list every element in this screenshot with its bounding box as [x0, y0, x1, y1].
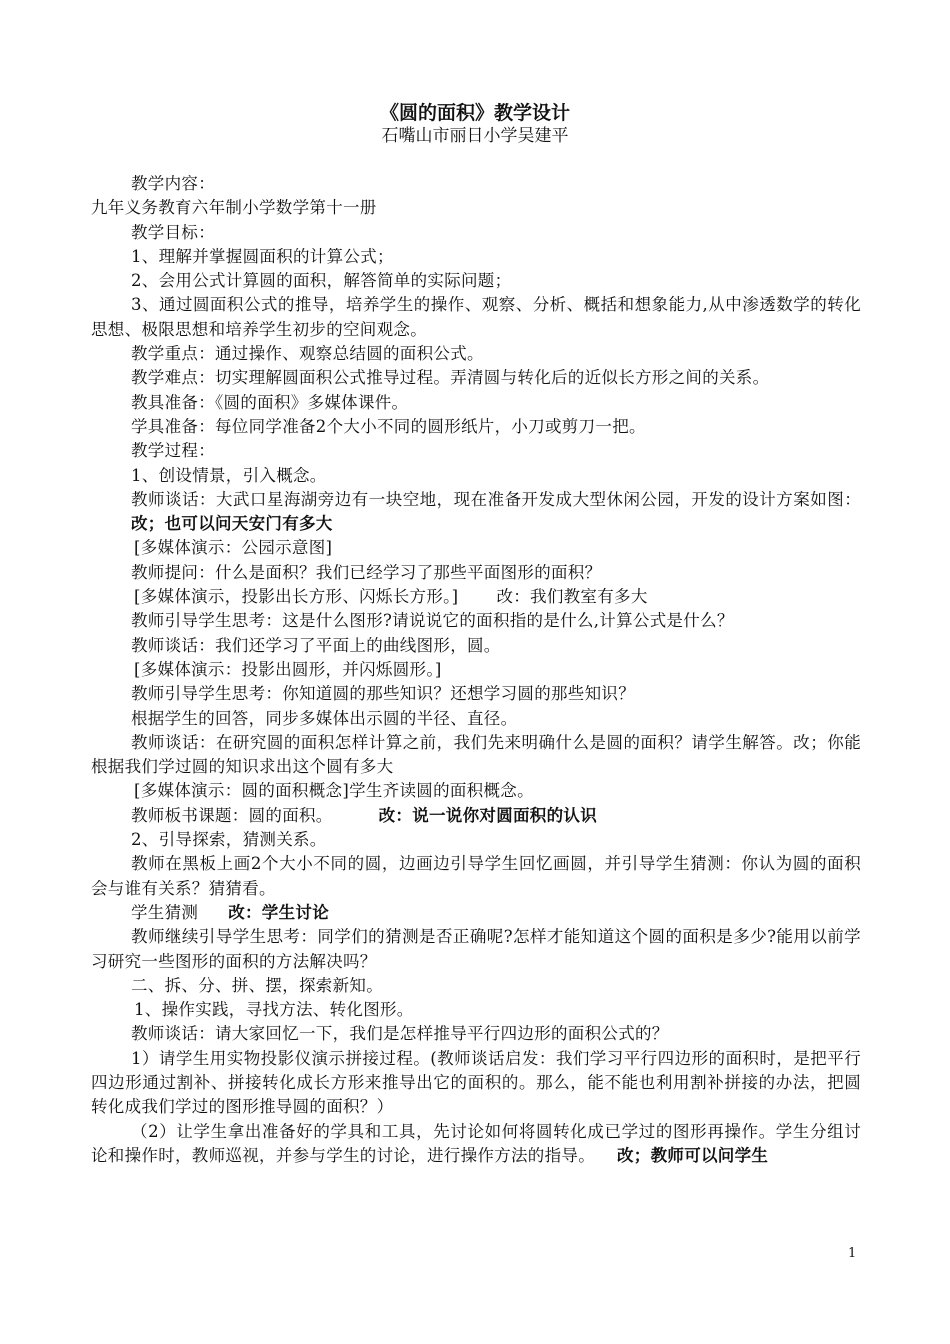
text-line: 教学难点：切实理解圆面积公式推导过程。弄清圆与转化后的近似长方形之间的关系。	[131, 368, 770, 388]
paragraph	[91, 561, 861, 585]
text-line: 教师继续引导学生思考：同学们的猜测是否正确呢?怎样才能知道这个圆的面积是多少?能用以前学习研究一些图形的面积的方法解决吗？	[91, 927, 861, 971]
revision-note: 改；教师可以问学生	[617, 1145, 769, 1165]
paragraph	[91, 245, 861, 269]
text-line: 九年义务教育六年制小学数学第十一册	[91, 198, 377, 218]
text-line: 教师引导学生思考：你知道圆的那些知识？还想学习圆的那些知识？	[131, 684, 635, 704]
paragraph	[91, 658, 861, 682]
text-line: 二、拆、分、拼、摆，探索新知。	[131, 975, 383, 995]
paragraph	[91, 439, 861, 463]
paragraph	[91, 585, 861, 609]
paragraph	[91, 269, 861, 293]
document-author: 石嘴山市丽日小学吴建平	[381, 126, 569, 146]
paragraph	[91, 998, 861, 1022]
text-line: 教学内容：	[131, 174, 215, 193]
text-line: 根据学生的回答，同步多媒体出示圆的半径、直径。	[131, 708, 518, 728]
revision-note: 改：说一说你对圆面积的认识	[378, 805, 598, 825]
text-line: 2、会用公式计算圆的面积，解答简单的实际问题；	[131, 271, 512, 291]
paragraph	[91, 536, 861, 560]
text-line: 1、创设情景，引入概念。	[131, 465, 327, 485]
text-line: 学生猜测	[131, 902, 199, 922]
text-line: 教师在黑板上画2个大小不同的圆，边画边引导学生回忆画圆，并引导学生猜测：你认为圆的面积会与谁有关系？猜猜看。	[91, 854, 861, 898]
document-body	[91, 172, 861, 1168]
revision-note: 改：学生讨论	[228, 902, 330, 922]
text-line: 教学目标：	[131, 222, 215, 242]
paragraph	[91, 682, 861, 706]
paragraph	[91, 1022, 861, 1046]
text-line: 教师板书课题：圆的面积。	[131, 805, 333, 825]
paragraph	[91, 731, 861, 780]
revision-note: 改：我们教室有多大	[496, 587, 648, 607]
page-number: 1	[848, 1246, 857, 1261]
text-line: 1、操作实践，寻找方法、转化图形。	[134, 1000, 414, 1020]
paragraph	[91, 221, 861, 245]
paragraph	[91, 415, 861, 439]
paragraph	[91, 464, 861, 488]
paragraph	[91, 634, 861, 658]
paragraph	[91, 852, 861, 901]
text-line: （2）让学生拿出准备好的学具和工具，先讨论如何将圆转化成已学过的图形再操作。学生分组讨论和操作时，教师巡视，并参与学生的讨论，进行操作方法的指导。	[91, 1121, 861, 1165]
text-line: 教师谈话：大武口星海湖旁边有一块空地，现在准备开发成大型休闲公园，开发的设计方案如图：	[131, 489, 861, 509]
paragraph	[91, 196, 861, 220]
paragraph	[91, 1120, 861, 1169]
paragraph	[91, 609, 861, 633]
text-line: 教师引导学生思考：这是什么图形?请说说它的面积指的是什么,计算公式是什么？	[131, 611, 734, 631]
paragraph	[91, 488, 861, 537]
paragraph	[91, 293, 861, 342]
text-line: 1）请学生用实物投影仪演示拼接过程。(教师谈话启发：我们学习平行四边形的面积时，是把平行四边形通过割补、拼接转化成长方形来推导出它的面积的。那么，能不能也利用割补拼接的办法，把圆转化成我们学过的图形推导圆的面积？）	[91, 1048, 861, 1117]
text-line: 教师谈话：我们还学习了平面上的曲线图形，圆。	[131, 635, 501, 655]
text-line: 教师提问：什么是面积？我们已经学习了那些平面图形的面积？	[131, 562, 602, 582]
text-line: [多媒体演示：公园示意图]	[134, 538, 333, 558]
text-line: 教学过程：	[131, 441, 215, 461]
paragraph	[91, 342, 861, 366]
text-line: [多媒体演示：投影出圆形，并闪烁圆形。]	[134, 659, 442, 679]
paragraph	[91, 828, 861, 852]
text-line: 教师谈话：在研究圆的面积怎样计算之前，我们先来明确什么是圆的面积？请学生解答。改；你能根据我们学过圆的知识求出这个圆有多大	[91, 732, 861, 777]
paragraph	[91, 925, 861, 974]
paragraph	[91, 172, 861, 196]
paragraph	[91, 391, 861, 415]
text-line: [多媒体演示，投影出长方形、闪烁长方形。]	[134, 587, 459, 607]
text-line: 1、理解并掌握圆面积的计算公式；	[131, 246, 394, 266]
text-line: 教学重点：通过操作、观察总结圆的面积公式。	[131, 344, 484, 364]
text-line: 学具准备：每位同学准备2个大小不同的圆形纸片，小刀或剪刀一把。	[131, 416, 646, 436]
text-line: 教具准备：《圆的面积》多媒体课件。	[131, 392, 409, 412]
text-line: 2、引导探索，猜测关系。	[131, 830, 327, 850]
paragraph	[91, 974, 861, 998]
text-line: 3、通过圆面积公式的推导，培养学生的操作、观察、分析、概括和想象能力,从中渗透数学的转化思想、极限思想和培养学生初步的空间观念。	[91, 295, 861, 339]
text-line: 教师谈话：请大家回忆一下，我们是怎样推导平行四边形的面积公式的？	[131, 1024, 669, 1044]
document-title: 《圆的面积》教学设计	[379, 102, 570, 124]
paragraph	[91, 804, 861, 828]
paragraph	[91, 779, 861, 803]
paragraph	[91, 901, 861, 925]
text-line: [多媒体演示：圆的面积概念]学生齐读圆的面积概念。	[134, 781, 534, 801]
paragraph	[91, 1047, 861, 1120]
paragraph	[91, 707, 861, 731]
paragraph	[91, 366, 861, 390]
revision-note: 改；也可以问天安门有多大	[131, 514, 333, 534]
